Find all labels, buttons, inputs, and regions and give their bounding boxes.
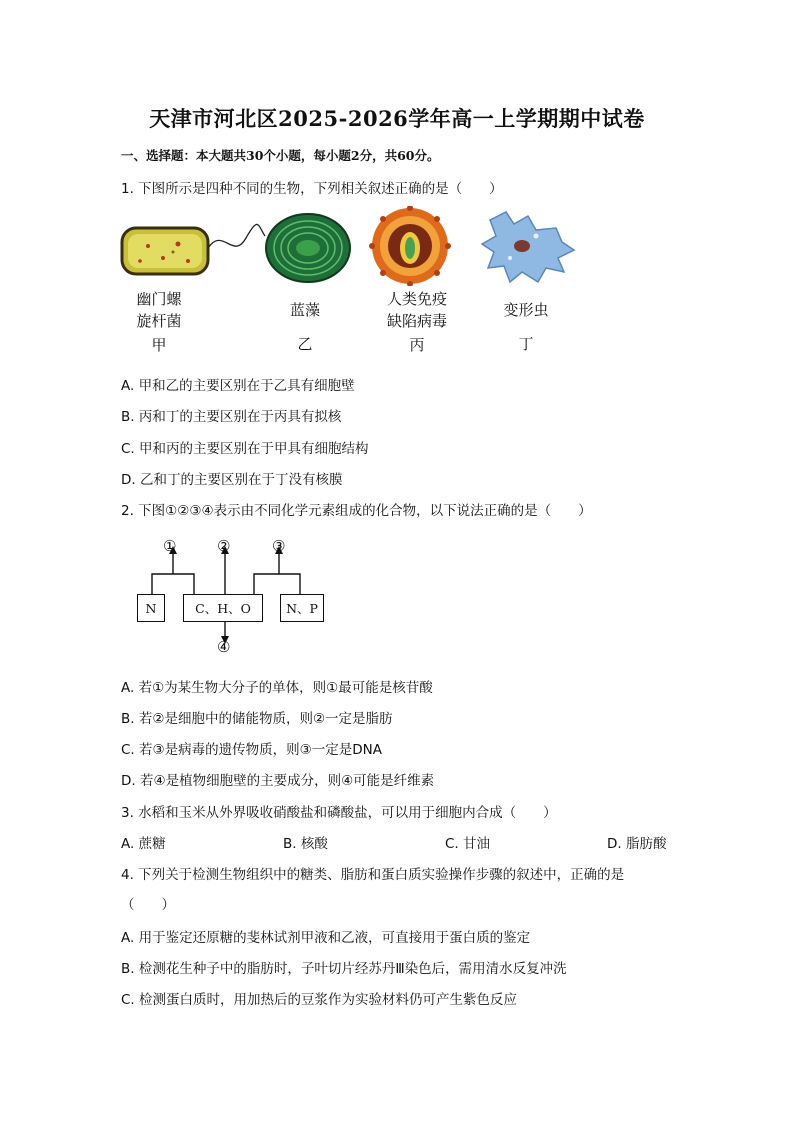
q4-option-c: C. 检测蛋白质时，用加热后的豆浆作为实验材料仍可产生紫色反应 <box>121 992 518 1008</box>
q2-stem: 2. 下图①②③④表示由不同化学元素组成的化合物，以下说法正确的是（ ） <box>121 503 592 519</box>
q1-stem: 1. 下图所示是四种不同的生物，下列相关叙述正确的是（ ） <box>121 181 503 197</box>
organism-label-yi <box>268 299 342 355</box>
organism-tag: 乙 <box>297 335 313 353</box>
amoeba-image <box>482 212 574 282</box>
element-box-cho: C、H、O <box>183 594 263 622</box>
organism-tag: 甲 <box>151 336 167 354</box>
section-heading: 一、选择题：本大题共30个小题，每小题2分，共60分。 <box>121 148 440 163</box>
q3-option-b: B. 核酸 <box>283 836 328 852</box>
q3-stem: 3. 水稻和玉米从外界吸收硝酸盐和磷酸盐，可以用于细胞内合成（ ） <box>121 805 557 821</box>
q2-option-a: A. 若①为某生物大分子的单体，则①最可能是核苷酸 <box>121 680 433 696</box>
compound-label-3: ③ <box>272 537 286 555</box>
q2-option-d: D. 若④是植物细胞壁的主要成分，则④可能是纤维素 <box>121 773 435 789</box>
organism-name-line1: 幽门螺 <box>136 290 182 308</box>
q1-option-d: D. 乙和丁的主要区别在于丁没有核膜 <box>121 472 343 488</box>
q3-option-a: A. 蔗糖 <box>121 836 166 852</box>
organism-name-line1: 蓝藻 <box>289 301 320 319</box>
organism-name-line2: 缺陷病毒 <box>386 312 447 330</box>
compound-label-2: ② <box>217 537 231 555</box>
organism-name-line1: 人类免疫 <box>386 290 447 308</box>
q3-option-d: D. 脂肪酸 <box>607 836 667 852</box>
q2-option-b: B. 若②是细胞中的储能物质，则②一定是脂肪 <box>121 711 393 727</box>
hiv-image <box>369 206 451 286</box>
helicobacter-image <box>122 224 265 274</box>
q2-option-c: C. 若③是病毒的遗传物质，则③一定是DNA <box>121 742 382 758</box>
cyanobacteria-image <box>266 214 350 282</box>
q1-option-a: A. 甲和乙的主要区别在于乙具有细胞壁 <box>121 378 355 394</box>
organism-label-bing <box>372 288 462 356</box>
organism-name-line1: 变形虫 <box>503 301 549 319</box>
organism-tag: 丙 <box>409 336 425 354</box>
q4-option-a: A. 用于鉴定还原糖的斐林试剂甲液和乙液，可直接用于蛋白质的鉴定 <box>121 930 531 946</box>
organism-label-ding <box>488 299 564 355</box>
exam-title: 天津市河北区2025-2026学年高一上学期期中试卷 <box>149 106 645 131</box>
element-box-np: N、P <box>280 594 324 622</box>
element-box-n: N <box>137 594 165 622</box>
compound-label-1: ① <box>163 537 177 555</box>
q4-stem-cont: （ ） <box>121 897 175 913</box>
organism-name-line2: 旋杆菌 <box>136 312 182 330</box>
organism-figure <box>118 206 588 286</box>
compound-label-4: ④ <box>217 638 231 656</box>
q3-option-c: C. 甘油 <box>445 836 491 852</box>
organism-tag: 丁 <box>518 335 534 353</box>
organism-label-jia <box>122 288 196 356</box>
q4-stem: 4. 下列关于检测生物组织中的糖类、脂肪和蛋白质实验操作步骤的叙述中，正确的是 <box>121 867 625 883</box>
q1-option-c: C. 甲和丙的主要区别在于甲具有细胞结构 <box>121 441 369 457</box>
q4-option-b: B. 检测花生种子中的脂肪时，子叶切片经苏丹Ⅲ染色后，需用清水反复冲洗 <box>121 961 567 977</box>
q1-option-b: B. 丙和丁的主要区别在于丙具有拟核 <box>121 409 342 425</box>
